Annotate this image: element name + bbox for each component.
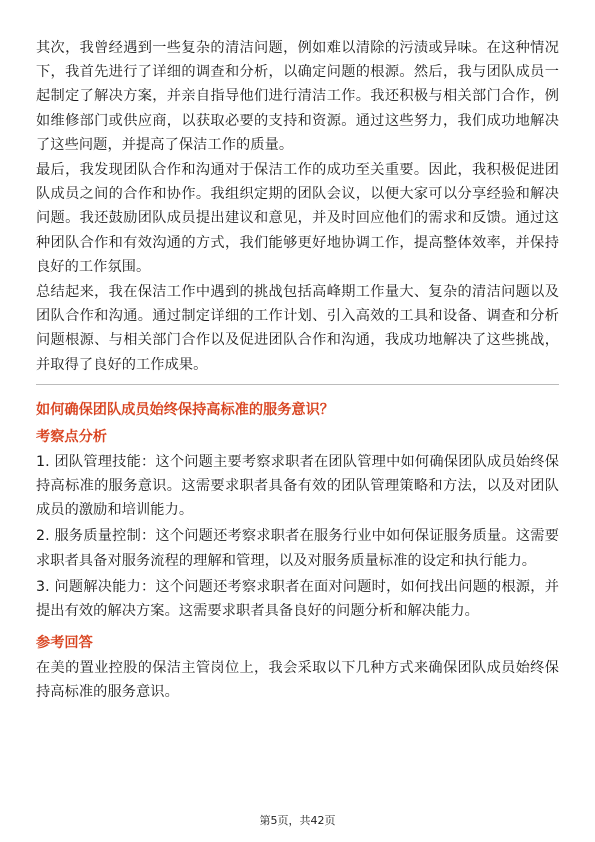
document-page [36,36,559,706]
analysis-heading: 考察点分析 [36,428,107,445]
section-divider [36,384,559,385]
page-number-footer: 第5页，共42页 [259,814,336,827]
analysis-item-service-quality: 2. 服务质量控制：这个问题还考察求职者在服务行业中如何保证服务质量。这需要求职者具备对服务流程的理解和管理，以及对服务质量标准的设定和执行能力。 [36,528,559,569]
paragraph-complex-cleaning: 其次，我曾经遇到一些复杂的清洁问题，例如难以清除的污渍或异味。在这种情况下，我首先进行了详细的调查和分析，以确定问题的根源。然后，我与团队成员一起制定了解决方案，并亲自指导他们进行清洁工作。我还积极与相关部门合作，例如维修部门或供应商，以获取必要的支持和资源。通过这些努力，我们成功地解决了这些问题，并提高了保洁工作的质量。 [36,40,559,153]
analysis-item-team-management: 1. 团队管理技能：这个问题主要考察求职者在团队管理中如何确保团队成员始终保持高标准的服务意识。这需要求职者具备有效的团队管理策略和方法，以及对团队成员的激励和培训能力。 [36,453,559,519]
answer-heading: 参考回答 [36,635,93,652]
spacer [36,625,559,633]
answer-text: 在美的置业控股的保洁主管岗位上，我会采取以下几种方式来确保团队成员始终保持高标准的服务意识。 [36,660,559,701]
paragraph-teamwork: 最后，我发现团队合作和沟通对于保洁工作的成功至关重要。因此，我积极促进团队成员之间的合作和协作。我组织定期的团队会议，以便大家可以分享经验和解决问题。我还鼓励团队成员提出建议和意见，并及时回应他们的需求和反馈。通过这种团队合作和有效沟通的方式，我们能够更好地协调工作，提高整体效率，并保持良好的工作氛围。 [36,162,559,275]
analysis-item-problem-solving: 3. 问题解决能力：这个问题还考察求职者在面对问题时，如何找出问题的根源，并提出有效的解决方案。这需要求职者具备良好的问题分析和解决能力。 [36,578,559,620]
paragraph-summary: 总结起来，我在保洁工作中遇到的挑战包括高峰期工作量大、复杂的清洁问题以及团队合作和沟通。通过制定详细的工作计划、引入高效的工具和设备、调查和分析问题根源、与相关部门合作以及促进团队合作和沟通，我成功地解决了这些挑战，并取得了良好的工作成果。 [36,284,559,373]
question-heading: 如何确保团队成员始终保持高标准的服务意识？ [36,401,334,418]
